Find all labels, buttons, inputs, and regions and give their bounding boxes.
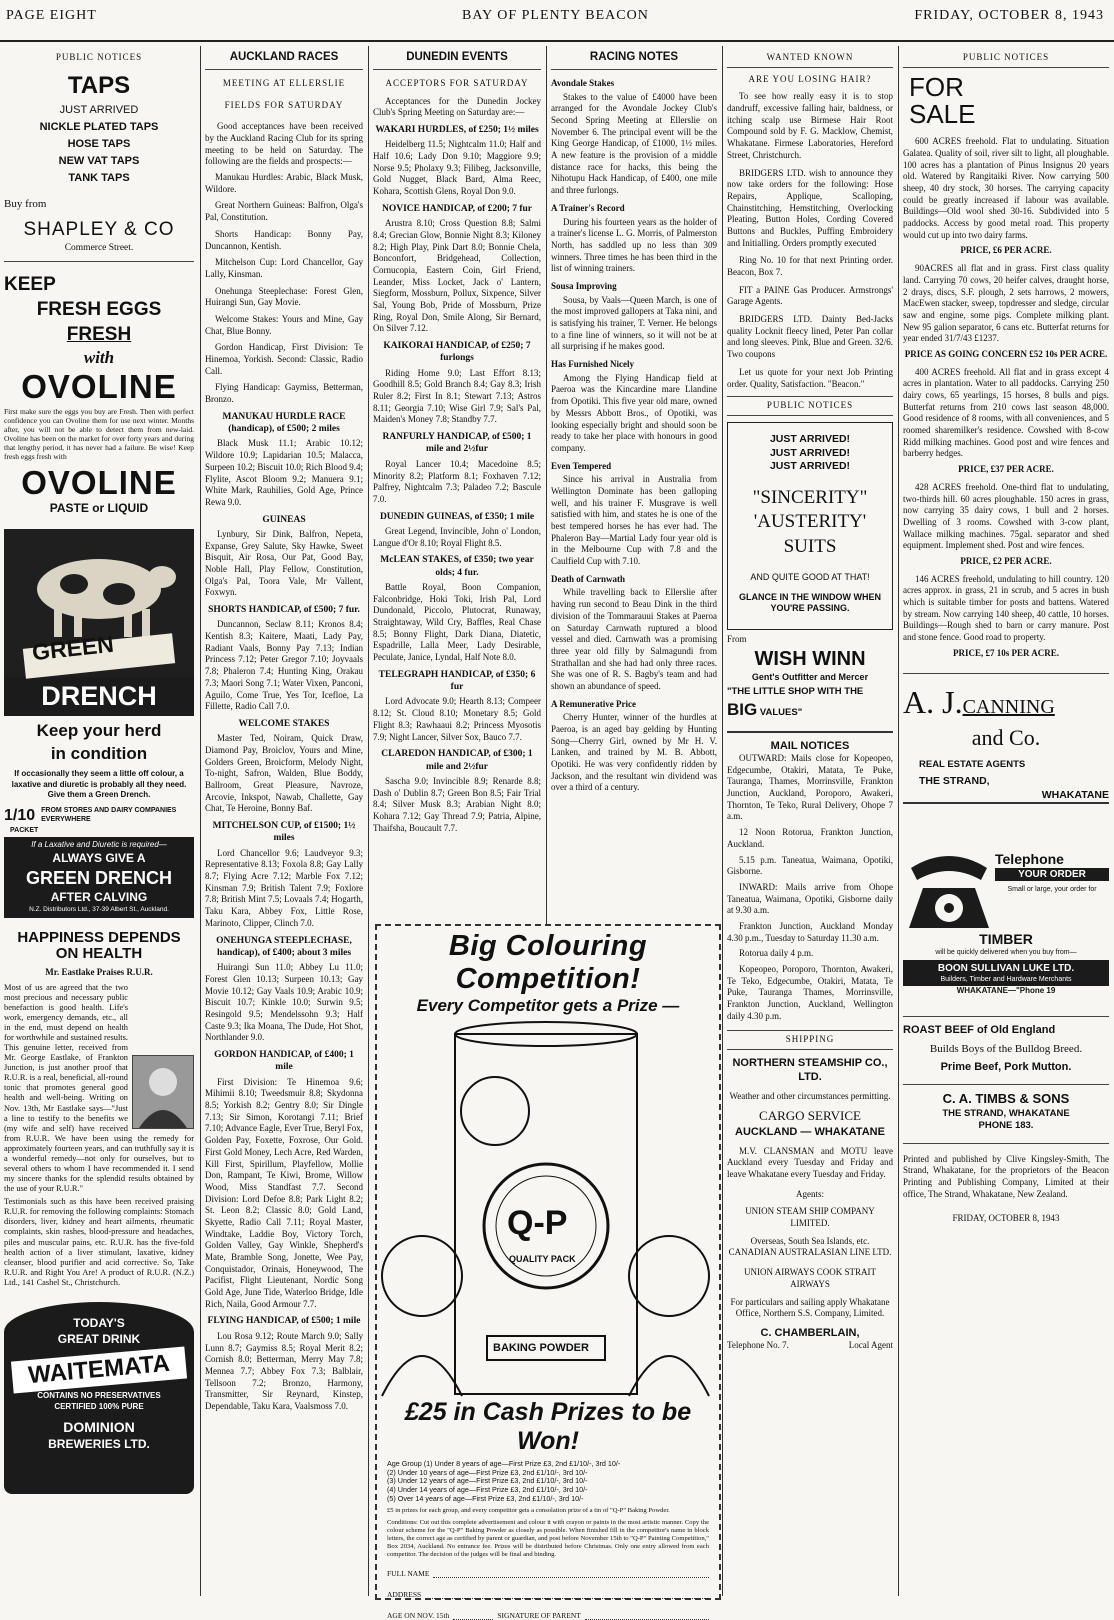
subheading: FIELDS FOR SATURDAY [224,99,344,110]
section-heading: PUBLIC NOTICES [55,52,143,62]
keep-herd: Keep your herd [36,721,162,741]
event-heading: DUNEDIN GUINEAS, of £350; 1 mile [379,511,535,522]
shapley-name: SHAPLEY & CO [23,219,175,241]
mail-notice: OUTWARD: Mails close for Kopeopeo, Edgecumbe, Otakiri, Matata, Te Puke, Tauranga, Thames, Morrinsville, Frankton Junction, Auckland, Poroporo, Awakeri, Thornton, Te Teko, Rural Delivery, Ohope 7 a.m. [727,753,893,822]
just-arrived: JUST ARRIVED! [769,446,851,459]
note-heading: A Remunerative Price [551,698,636,709]
telephone-icon [903,848,995,938]
glance: GLANCE IN THE WINDOW WHEN YOU'RE PASSING. [739,591,881,614]
event-field: Master Ted, Noiram, Quick Draw, Diamond Pay, Broiclov, Yours and Mine, Golders Green, Broicform, Melody Night, To-night, Safron, Walden, Blue Boddy, Ballroom, Great Pleasure, Navroze, Arcovie, Inkspot, Nawab, Challette, Gay Chat, Te Heroine, Bonny Baf. [205,733,363,814]
note-heading: Avondale Stakes [551,77,615,88]
values-word: VALUES" [759,706,803,718]
address-field[interactable] [425,1590,709,1599]
notice: To see how really easy it is to stop dandruff, excessive falling hair, baldness, or itching scalp use Birmese Hair Root Compound sold by F. G. Macklow, Chemist, Whakatane. Firmese Laboratories, Hereford Street, Christchurch. [727,91,893,160]
waitemata-wordmark: WAITEMATA [11,1346,187,1393]
property-listing: 90ACRES all flat and in grass. First class quality land. Carrying 70 cows, 20 heifer calves, draught horse, 2 drays, discs, S.F. plough, 2 sets harrows, 2 mowers, MacEwen stacker, sweep, topdresser and sledge, circular saw and engine, some pigs. Complete milking plant. New 95 galion separator, 6 cans etc. Butterfat returns for year ended 31/7/43 £1237. [903,263,1109,344]
green-wordmark: GREEN [30,630,115,665]
paragraph: Good acceptances have been received by the Auckland Racing Club for its spring meeting to be held on Saturday. The following are the fields and prospects:— [205,121,363,167]
roast-beef: ROAST BEEF of Old England [903,1024,1056,1037]
event-heading: ONEHUNGA STEEPLECHASE, handicap), of £400; about 3 miles [216,935,352,958]
event-heading: TELEGRAPH HANDICAP, of £350; 6 fur [378,669,536,693]
taps-line: NEW VAT TAPS [58,154,140,167]
rur-testimonials: Testimonials such as this have been received praising R.U.R. for removing the following complaints: Stomach disorders, liver, kidney and heart ailments, rheumatic complaints, skin rashes, blood-pressure and headaches, piles and muscular pains, etc. R.U.R. has the five-fold health action of a liver stimulant, laxative, kidney cleanser, blood purifier and acid corrective. So, Take R.U.R. and Right You Are! A product of R.U.R. (N.Z.) Ltd., 141 Cashel St., Christchurch. [4,1197,194,1287]
little-shop [727,686,893,720]
full-name-field[interactable] [433,1569,709,1578]
note-text: Sousa, by Vaals—Queen March, is one of the most improved gallopers at Taka nini, and is satisfying his trainer, T. Verner. He belongs to a fine line of winners, so it will not be at all surprising if he makes good. [551,294,717,352]
divider [4,261,194,262]
dunedin-events-column [373,46,541,916]
portrait-icon [133,1056,193,1128]
canning-name: CANNING [962,696,1055,719]
property-listing: 400 ACRES freehold. All flat and in grass except 4 acres in plantation. Water to all paddocks. Carrying 250 dairy cows, 65 yearlings, 15 horses, 8 bulls and pigs. Butterfat returns from 210 cows last season 48,000. Good residence of 8 rooms, with all conveniences, and 5 roomed sharemilker's residence. Cowshed with 8-cow Ridd milking machines. Good post and wire fences and barberry hedges. [903,366,1109,459]
fresh-eggs-heading: FRESH EGGS [36,298,162,320]
age-label: AGE ON NOV. 15th [387,1610,450,1620]
austerity: 'AUSTERITY' [753,511,867,533]
imprint: Printed and published by Clive Kingsley-Smith, The Strand, Whakatane, for the proprietors of the Beacon Printing and Publishing Company, Limited at their office, The Strand, Whakatane, New Zealand. [903,1143,1109,1201]
section-heading: PUBLIC NOTICES [727,396,893,416]
taps-title: TAPS [67,71,131,99]
age-group: (2) Under 10 years of age—First Prize £3, 2nd £1/10/-, 3rd 10/- [387,1467,588,1477]
event-heading: WELCOME STAKES [238,718,330,729]
keep-heading: KEEP [4,273,56,295]
event-field: Arustra 8.10; Cross Question 8.8; Salmi 8.4; Grecian Glow, Bonnie Night 8.3; Kiloney 8.2; High Play, Pink Dart 8.0; Bonnie Chela, Bonconfort, Bridgehead, Collection, Cornucopia, Eastern Coin, Girl Friend, Leander, Miss Locket, Jack o' Lantern, Siegform, Mossburn, Pollux, Sixpence, Silver Sal, Young Bob, Pride of Mossburn, Prize Ring, Royal Don, Smile Along, Sir Bernard, On Silver 7.12. [373,218,541,334]
rur-letter: Most of us are agreed that the two most precious and necessary public benefaction is good health. Life's work, emergency demands, etc., all in the end, must depend on health for worthwhile and sustained results. This genuine letter, received from Mr. George Eastlake, of Frankton Junction, is just another proof that R.U.R. is a real, beneficial, all-round tonic that promotes general good health and well-being. Writing on Nov. 13th, Mr Eastlake says—"Just a line to testify to the benefits we (my wife and self) have received from R.U.R. We have been using the remedy for approximately fourteen years, and can truthfully say it is a wonderful remedy—not only for ourselves, but to several others to whom I have recommended it. I send my sincere thanks for the splendid results obtained by the use of your R.U.R." [4,982,194,1194]
page-header [0,0,1114,42]
note-text: While travelling back to Ellerslie after having run second to Beau Dink in the third division of the Tommarauui Stakes at Paeroa on Saturday Carnwath ruptured a blood vessel and died. Carnwath was a promising three year old filly by Salmagundi from Strathallan and she had had only three races. She was one of R. S. Bagby's team and had shown an abundance of speed. [551,587,717,691]
cow-illustration [4,529,194,677]
drench-price: 1/10 [4,806,36,824]
event-field: Riding Home 9.0; Last Effort 8.13; Goodhill 8.5; Gold Branch 8.4; Gay 8.3; Irish Ruler 8.2; First In 8.1; Stewart 7.13; Astros 8.11; Georgia 7.10; Wise Girl 7.9; Sal's Pal, Maiden's Money 7.8; Standby 7.7. [373,367,541,425]
age-group: (5) Over 14 years of age—First Prize £3, 2nd £1/10/-, 3rd 10/- [387,1493,584,1503]
section-heading: WANTED KNOWN [727,52,893,68]
property-price: PRICE AS GOING CONCERN £52 10s PER ACRE. [904,348,1108,359]
racing-notes-column [551,46,717,916]
distributors: N.Z. Distributors Ltd., 37-39 Albert St., Auckland. [29,906,169,914]
column-rule [200,46,201,1596]
shapley-address: Commerce Street. [64,243,134,254]
quality-pack: QUALITY PACK [509,1254,576,1264]
agent-footer [727,1340,893,1352]
from-label: From [727,633,747,644]
event-heading: RANFURLY HANDICAP, of £500; 1 mile and 2½fur [382,432,532,455]
builds-boys: Builds Boys of the Bulldog Breed. [929,1042,1083,1055]
event-field: Duncannon, Seclaw 8.11; Kronos 8.4; Kentish 8.3; Kaitere, Maati, Lady Pay, Radiant Vaals, Bonny Pay 7.13; Indian Princess 7.12; Peter Gregor 7.10; Joyvaals 7.8; Phaleron 7.4; Hunting King, Orakau 7.3; Maori Song 7.1; Water Vixen, Panconi, Aguilo, Come True, Yes Tor, Icefloe, La Fillette, Radio Call 7.0. [205,619,363,712]
certified-pure: CERTIFIED 100% PURE [54,1401,144,1411]
list-item: Onehunga Steeplechase: Forest Glen, Huirangi Sun, Gay Movie. [205,285,363,308]
dominion: DOMINION [63,1419,135,1436]
event-heading: McLEAN STAKES, of £350; two year olds; 4 fur. [380,555,534,578]
page-number: PAGE EIGHT [6,8,97,23]
section-heading: AUCKLAND RACES [205,50,363,70]
builders: Builders, Timber and Hardware Merchants [940,976,1072,984]
section-heading: DUNEDIN EVENTS [373,50,541,70]
wish-winn: WISH WINN [754,647,866,670]
property-price: PRICE, £2 PER ACRE. [960,555,1052,566]
great-drink: GREAT DRINK [57,1331,141,1346]
no-preservatives: CONTAINS NO PRESERVATIVES [37,1391,161,1401]
event-heading: MANUKAU HURDLE RACE (handicap), of £500; 2 miles [222,411,346,435]
particulars: For particulars and sailing apply Whakatane Office, Northern S.S. Company, Limited. [730,1296,890,1319]
event-field: Heidelberg 11.5; Nightcalm 11.0; Half and Half 10.6; Lady Don 9.10; Maggiore 9.9; Norse 9.5; Pholaxy 9.3; Filibeg, Jacksonville, Gold Nugget, Black Bard, Alma Reec, Kohara, Scottish Glens, Royal Don 9.0. [373,139,541,197]
waitemata-ad [4,1302,194,1494]
canning-whakatane: WHAKATANE [903,789,1109,805]
fresh-heading: FRESH [66,324,132,346]
competition-title: Big Colouring Competition! [448,930,648,995]
notice: Let us quote for your next Job Printing order. Quality, Satisfaction. "Beacon." [727,366,893,389]
ovoline-copy: First make sure the eggs you buy are Fresh. Then with perfect confidence you can Ovoline them for use next winter. Months after, you will not be able to detect them from new-laid. Ovoline has been on the market for over forty years and during that lengthy period, it has never had a failure. Be wise! Keep fresh eggs fresh with [4,406,194,461]
packet-label: PACKET [10,826,39,834]
event-heading: KAIKORAI HANDICAP, of £250; 7 furlongs [383,341,531,364]
event-heading: GUINEAS [262,514,306,525]
cash-prizes: £25 in Cash Prizes to be Won! [404,1398,692,1455]
outfitter: Gent's Outfitter and Mercer [751,671,869,682]
canadian-line: CANADIAN AUSTRALASIAN LINE LTD. [728,1247,892,1258]
list-item: Shorts Handicap: Bonny Pay, Duncannon, Kentish. [205,228,363,251]
overseas: Overseas, South Sea Islands, etc. [750,1235,870,1246]
mail-notice: INWARD: Mails arrive from Ohope Taneatua, Waimana, Opotiki, Gisborne daily at 9.30 a.m. [727,881,893,916]
rur-heading: Mr. Eastlake Praises R.U.R. [45,966,153,977]
if-laxative: If a Laxative and Diuretic is required— [31,840,167,850]
subheading: MEETING AT ELLERSLIE [222,77,346,88]
prize-note: £5 in prizes for each group, and every competitor gets a consolation prize of a tin of "Q-P" Baking Powder. [387,1507,670,1515]
breweries: BREWERIES LTD. [48,1436,150,1451]
drench-wordmark: DRENCH [4,677,194,717]
prime-beef: Prime Beef, Pork Mutton. [940,1060,1072,1073]
whakatane-phone: WHAKATANE—"Phone 19 [956,986,1056,996]
event-field: Sascha 9.0; Invincible 8.9; Renarde 8.8; Dash o' Dublin 8.7; Green Bon 8.5; Fair Trial 8.4; Silver Musk 8.3; Arabian Night 8.0; Kohara 7.12; Gay Thread 7.9; Patria, Alpine, Thaifsha, Boucault 7.7. [373,775,541,833]
green-drench-copy: If occasionally they seem a little off colour, a laxative and diuretic is probably all they need. Give them a Green Drench. [11,769,187,800]
event-heading: FLYING HANDICAP, of £500; 1 mile [207,1316,361,1327]
your-order: YOUR ORDER [995,868,1109,881]
timber-heading: TIMBER [979,931,1033,948]
chamberlain: C. CHAMBERLAIN, [760,1326,860,1339]
notice: M.V. CLANSMAN and MOTU leave Auckland every Tuesday and Friday and leave Whakatane every Tuesday and Friday. [727,1145,893,1179]
just-arrived: JUST ARRIVED! [769,460,851,473]
section-heading: RACING NOTES [551,50,717,70]
always-give: ALWAYS GIVE A [52,850,146,865]
note-heading: Sousa Improving [551,280,617,291]
address-label: ADDRESS [387,1589,422,1599]
taps-line: NICKLE PLATED TAPS [39,120,159,133]
in-condition: in condition [50,743,148,763]
boon-sullivan-banner [903,960,1109,986]
and-co: and Co. [971,725,1041,751]
cargo-service: CARGO SERVICE [759,1108,861,1124]
baking-powder-illustration [377,1016,719,1396]
buy-from: Buy from [4,197,47,210]
note-heading: Has Furnished Nicely [551,359,635,370]
union-steamship: UNION STEAM SHIP COMPANY LIMITED. [745,1206,875,1229]
event-field: Huirangi Sun 11.0; Abbey Lu 11.0; Forest Glen 10.13; Surpeen 10.13; Gay Movie 10.12; Gay Vaals 10.9; Arabic 10.9; Biscuit 10.7; Kinkle 10.0; Surwin 9.5; Resingold 9.5; Mendelssohn 9.3; Half Caste 9.3; Ika Moana, The Dude, Hot Shot, Northlander 9.0. [205,962,363,1043]
canning-ad [903,673,1109,804]
event-heading: MITCHELSON CUP, of £1500; 1½ miles [212,821,356,844]
masthead: BAY OF PLENTY BEACON [462,8,649,23]
signature-label: SIGNATURE OF PARENT [497,1610,581,1620]
competition-subtitle: Every Competitor gets a Prize — [416,996,680,1015]
timbs-phone: PHONE 183. [978,1120,1034,1132]
event-heading: GORDON HANDICAP, of £400; 1 mile [214,1050,354,1073]
subheading: ARE YOU LOSING HAIR? [748,73,872,84]
note-heading: Death of Carnwath [551,573,625,584]
event-field: Royal Lancer 10.4; Macedoine 8.5; Minority 8.2; Platform 8.1; Foxhaven 7.12; Palfrey, Nightcalm 7.3; Paladeo 7.2; Bascule 7.0. [373,458,541,504]
event-field: Lynbury, Sir Dink, Balfron, Nepeta, Expanse, Grey Salute, Sky Hawke, Sweet Bisquit, Air Rosa, Our Pat, Good Bay, Noble Hall, Play Fellow, Constitution, Olga's Pal, Toora Vale, Mr Vallent, Foxwyn. [205,528,363,598]
list-item: Manukau Hurdles: Arabic, Black Musk, Wildore. [205,172,363,194]
signature-field[interactable] [585,1611,709,1620]
event-field: Lord Advocate 9.0; Hearth 8.13; Compeer 8.12; St. Cloud 8.10; Monetary 8.5; Gold Flight 8.3; Rawhaaui 8.2; Princess Myosotis 7.9; Night Lancer, Silver Sox, Bauco 7.7. [373,696,541,742]
list-item: Flying Handicap: Gaymiss, Betterman, Bronzo. [205,382,363,405]
northern-steamship: NORTHERN STEAMSHIP CO., LTD. [732,1057,888,1084]
event-heading: CLAREDON HANDICAP, of £300; 1 mile and 2½fur [381,749,533,772]
boon-sullivan: BOON SULLIVAN LUKE LTD. [937,963,1075,975]
mail-notice: Frankton Junction, Auckland Monday 4.30 p.m., Tuesday to Saturday 11.30 a.m. [727,920,893,943]
sincerity: "SINCERITY" [752,486,868,508]
mail-notice: 5.15 p.m. Taneatua, Waimana, Opotiki, Gisborne. [727,854,893,877]
conditions: Conditions: Cut out this complete advertisement and colour it with crayon or paints in the most artistic manner. Copy the colour scheme for the "Q-P" Baking Powder as closely as possible. When finished fill in the competitor's name in block letters, the correct age as certified by parent or guardian, and post before November 15th to "Q-P" Painting Competition," Box 2034, Auckland. No entrance fee. Prizes will be distributed before Christmas. Only one entry allowed from each competitor. The decision of the judges will be final and binding. [387,1519,709,1558]
quickly-delivered: will be quickly delivered when you buy from— [935,949,1077,957]
mail-notice: 12 Noon Rotorua, Frankton Junction, Auckland. [727,827,893,849]
column-rule [368,46,369,1596]
ovoline-logo: OVOLINE [21,367,177,405]
airways: UNION AIRWAYS COOK STRAIT AIRWAYS [744,1267,876,1289]
small-large: Small or large, your order for [1007,886,1097,894]
weather-note: Weather and other circumstances permitting. [729,1090,891,1101]
footer-date: FRIDAY, OCTOBER 8, 1943 [952,1212,1060,1223]
suits-ad [727,422,893,630]
telephone-no: Telephone No. 7. [727,1340,789,1351]
list-item: Great Northern Guineas: Balfron, Olga's Pal, Constitution. [205,200,363,223]
notice: Ring No. 10 for that next Printing order. Beacon, Box 7. [727,255,893,277]
full-name-label: FULL NAME [387,1568,430,1578]
taps-line: TANK TAPS [68,171,130,184]
event-field: First Division: Te Hinemoa 9.6; Mihimii 8.10; Tweedsmuir 8.8; Skydonna 8.5; Yorkish 8.2; Gentry 8.0; Sir Dingle 7.13; Sir Simon, Korotangi 7.11; Brief 7.10; Advance Eagle, Ever True, Beryl Fox, Golden Pay, Foxette, Foxrose, Our Gold. First Gold Money, Lech Acre, Red Warden, Kill First, Spirillum, Playfellow, Mollie Don, Rampant, Te Kiwi, Brome, Willow Wood, Miss Standfast 7.7. Second Division: Lord Defoe 8.8; Park Light 8.2; St. Leon 8.2; Classic 8.0; Gold Land, Skyette, Radio Call 7.11; Royal Master, Windtake, Laddie Boy, Victory Torch, Golden Valley, Gay Winkle, Shepherd's Mate, Bramble Song, Jonette, Wee Pay, Conquistador, Orinais, Honeywood, The Pacifist, Flight Lieutenant, Nordic Song Gold Age, June Tide, Waterloo Bridge, Idle Rich, Naila, Good Armour 7.7. [205,1076,363,1309]
property-listing: 428 ACRES freehold. One-third flat to undulating, two-thirds hill. 60 acres ploughable. 150 acres in grass, now carrying 35 dairy cows, 1 bull and 2 horses. Dwelling of 3 rooms. Cowshed with 3-cow plant, Wallace milking machines. 75gal. separator and shed equipment. Implement shed. Post and wire fences. [903,481,1109,551]
note-heading: Even Tempered [551,460,612,471]
todays: TODAY'S [73,1315,125,1330]
note-text: Since his arrival in Australia from Wellington Dominate has been galloping well, and his trainer F. Musgrave is well satisfied with him, and states he is one of the best tempered horses he has ever had. The Phaleron Bay—Martial Lady four year old is in the Melbourne Cup with 7.8 and the Caulfield Cup with 7.10. [551,474,717,567]
column-1 [4,46,194,1596]
note-text: Stakes to the value of £4000 have been arranged for the Avondale Jockey Club's Second Spring Meeting at Ellerslie on November 6. The principal event will be the King George Handicap, of £1000, 1½ miles. A new feature is the provision of a middle distance race for hacks, this being the Nihotupu Hack Handicap, of £400, one mile and three furlongs. [551,91,717,196]
mail-notice: Kopeopeo, Poroporo, Thornton, Awakeri, Te Teko, Edgecumbe, Otakiri, Matata, Te Puke, Tauranga Thames, Morrinsville, Frankton Junction, Auckland, Wellington daily 4.30 p.m. [727,964,893,1021]
from-stores: FROM STORES AND DAIRY COMPANIES EVERYWHERE [41,807,177,824]
note-heading: A Trainer's Record [551,202,625,213]
big-word: BIG [727,699,758,719]
property-price: PRICE, £6 PER ACRE. [960,245,1052,256]
qp-logo: Q-P [507,1204,568,1242]
event-field: Battle Royal, Boon Companion, Falconbridge, Hoki Toki, Irish Pal, Lord Dundonald, Piccolo, Plutocrat, Runaway, Straightaway, Wild Cry, Baffles, Real Chase 8.5; Bonny Flight, Dark Diana, Diatetic, Espadrille, Lalla Meer, Lady Desirable, Peculate, Janice, Lyndal, Half Note 8.0. [373,581,541,663]
event-heading: WAKARI HURDLES, of £250; 1½ miles [375,125,539,135]
note-text: During his fourteen years as the holder of a trainer's license L. G. Morris, of Palmerston North, has saddled up no less than 309 winners. Three times he has been third in the list of winning trainers. [551,216,717,274]
event-heading: NOVICE HANDICAP, of £200; 7 fur [381,203,533,214]
happiness-heading: HAPPINESS DEPENDS ON HEALTH [17,928,181,963]
column-rule [722,46,723,1596]
mail-notice: Rotorua daily 4 p.m. [739,948,814,959]
timbs-name: C. A. TIMBS & SONS [903,1084,1109,1108]
notice: BRIDGERS LTD. wish to announce they now take orders for the following: Hose Repairs, Applique, Scalloping, Chainstitching, Hemstitching, Overlocking Pleating, Button Holes, Cording Covered Buttons and Buckles, Puffing Embroidery and Initialling. Orders promptly executed [727,167,893,248]
mail-notices-heading: MAIL NOTICES [727,731,893,753]
eastlake-portrait [132,1055,194,1129]
taps-line: JUST ARRIVED [59,103,139,116]
sale-heading: SALE [909,98,976,129]
event-field: Lou Rosa 9.12; Route March 9.0; Sally Lunn 8.7; Gaymiss 8.5; Royal Merit 8.2; Cornish 8.0; Betterman, Merry May 7.8; Mennea 7.7; Abbey Fox 7.3; Balblair, Tellsoon 7.2; Bronzo, Harmony, Transmitter, Sir Reynard, Kinstep, Dependable, Taku Kara, Vaalsmoss 7.0. [205,1330,363,1411]
taps-line: HOSE TAPS [67,137,131,150]
green-drench-banner: GREEN DRENCH [25,867,172,888]
ovoline-paste: PASTE or LIQUID [49,500,149,515]
event-field: Black Musk 11.1; Arabic 10.12; Wildore 10.9; Lapidarian 10.5; Malacca, Surpeen 10.2; Biscuit 10.0; Rich Blood 9.4; Flylite, Ascot Bloom 9.2; Manuera 9.1; White Mark, Rauhilies, Gold Age, Prince Rewa 9.0. [205,438,363,507]
event-field: Great Legend, Invincible, John o' London, Langue d'Or 8.10; Royal Flight 8.5. [373,525,541,548]
note-text: Cherry Hunter, winner of the hurdles at Paeroa, is an aged bay gelding by Hunting Song—Cherry Girl, owned by Mr H. V. Lanken, and trained by M. B. Abbott, Opotiki. He was very confidently ridden by Jackson, and the resultant win dividend was over a third of a century. [551,712,717,793]
subheading: ACCEPTORS FOR SATURDAY [385,77,529,88]
just-arrived: JUST ARRIVED! [769,432,851,445]
property-listing: 600 ACRES freehold. Flat to undulating. Situation Galatea. Quality of soil, river silt to light, all ploughable. 100 acres has a plantation of Pinus Insignus 20 years old. Watered by Rangitaiki River. Now carrying 500 sheep, 40 dry stock, 30 horses. The carrying capacity could be greatly increased if labour was available. Buildings—Old wool shed 30-16. Subdivided into 5 paddocks. Access by good metal road. This property would cut up into two dairy farms. [903,136,1109,240]
timbs-ad [903,1016,1109,1132]
notice: FIT a PAINE Gas Producer. Armstrongs' Garage Agents. [727,284,893,307]
list-item: Welcome Stakes: Yours and Mine, Gay Chat, Blue Bonny. [205,313,363,336]
baking-powder-label: BAKING POWDER [493,1342,589,1354]
auckland-races-column [205,46,363,1596]
real-estate-agents: REAL ESTATE AGENTS [919,758,1026,770]
property-price: PRICE, £37 PER ACRE. [958,464,1054,475]
paragraph: Acceptances for the Dunedin Jockey Club's Spring Meeting on Saturday are:— [373,95,541,118]
age-group: Age Group (1) Under 8 years of age—First Prize £3, 2nd £1/10/-, 3rd 10/- [387,1459,621,1468]
suits: SUITS [783,536,837,558]
after-calving: AFTER CALVING [50,890,148,905]
event-field: Lord Chancellor 9.6; Laudveyor 9.3; Representative 8.13; Foxola 8.8; Gay Lally 8.7; Flying Acre 7.12; Marble Fox 7.12; Kinsman 7.9; British Talent 7.9; Foxlore 7.8; British Mint 7.5; Lovaals 7.4; Hogarth, Taku Kara, Abbey Fox, Little Rose, Marinoto, Clipper, Clinch 7.0. [205,847,363,928]
taps-list [4,102,194,187]
little-shop-a: "THE LITTLE SHOP WITH THE [727,686,864,698]
note-text: Among the Flying Handicap field at Paeroa was the Kincardine mare Llandine from Opotiki. This five year old mare, owned by Messrs Abbott Bros., of Opotiki, was looking especially bright and should soon be ready to take her place with honours in good company. [551,372,717,453]
age-groups [387,1460,709,1503]
notice: BRIDGERS LTD. Dainty Bed-Jacks quality Locknit fleecy lined, Peter Pan collar and long sleeves. Pink, Blue and Green. 32/6. Two coupons [727,314,893,360]
with-text: with [83,348,115,368]
agents-label: Agents: [796,1188,824,1199]
for-heading: FOR [909,71,964,102]
age-field[interactable] [453,1611,493,1620]
canning-strand: THE STRAND, [919,775,990,787]
timber-ad [903,844,1109,994]
aj-initials: A. J. [903,684,963,721]
list-item: Gordon Handicap, First Division: Te Hinemoa, Yorkish. Second: Classic, Radio Call. [205,342,363,376]
property-listing: 146 ACRES freehold, undulating to hill country. 120 acres approx. in grass, 21 in scrub, and 5 acres in bush which is suitable timber for posts and battens. Watered by stream. Now carrying 140 sheep, 40 cattle, 10 horses. Buildings—Rough shed to barn or carry manure. Post and stone fence. Good road to property. [903,573,1109,643]
column-rule [898,46,899,1596]
age-group: (3) Under 12 years of age—First Prize £3, 2nd £1/10/-, 3rd 10/- [387,1476,588,1486]
issue-date: FRIDAY, OCTOBER 8, 1943 [914,8,1104,23]
event-heading: SHORTS HANDICAP, of £500; 7 fur. [208,605,360,616]
property-price: PRICE, £7 10s PER ACRE. [952,647,1059,658]
ovoline-logo-2: OVOLINE [21,463,177,501]
section-heading: PUBLIC NOTICES [903,52,1109,68]
local-agent: Local Agent [848,1340,893,1351]
list-item: Mitchelson Cup: Lord Chancellor, Gay Lally, Kinsman. [205,257,363,279]
telephone-heading: Telephone [995,851,1064,868]
column-6 [903,46,1109,1596]
timbs-address: THE STRAND, WHAKATANE [942,1108,1070,1120]
route: AUCKLAND — WHAKATANE [735,1126,885,1139]
age-group: (4) Under 14 years of age—First Prize £3, 2nd £1/10/-, 3rd 10/- [387,1484,588,1494]
section-heading: SHIPPING [727,1030,893,1050]
entry-form [387,1569,709,1620]
column-5 [727,46,893,1596]
quite-good: AND QUITE GOOD AT THAT! [750,571,870,582]
colouring-competition-ad [375,924,721,1620]
after-calving-banner [4,837,194,918]
